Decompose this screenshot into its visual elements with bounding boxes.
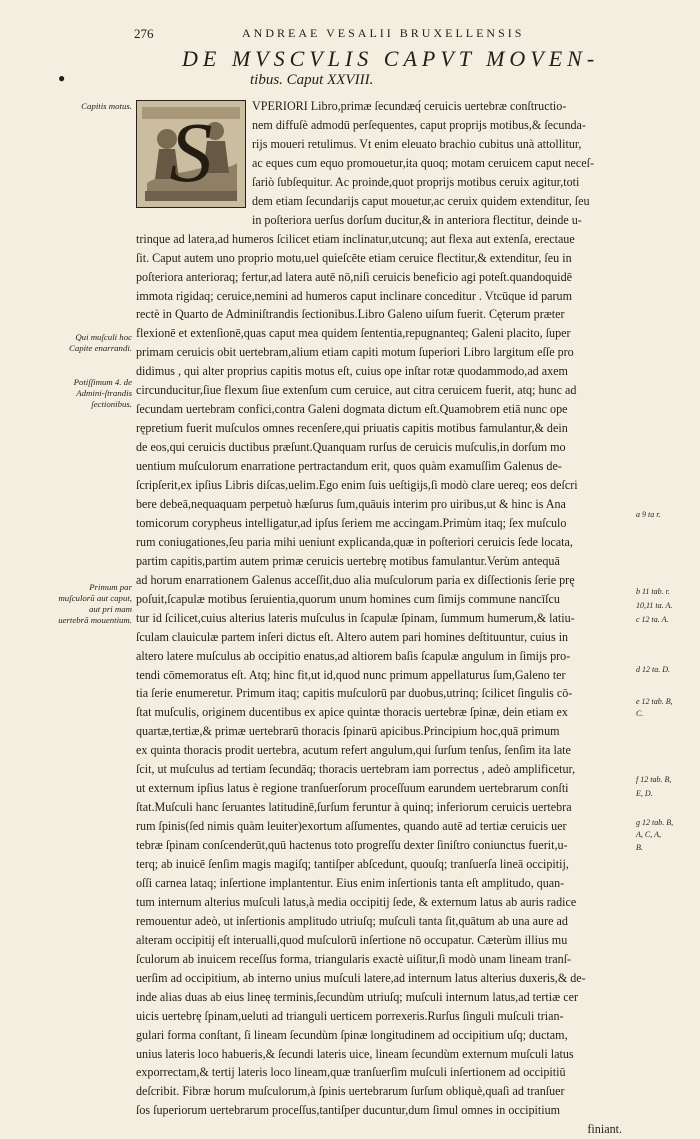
margin-note-right: a 9 ta r. (636, 510, 661, 519)
text-line: dem etiam ſecundarijs caput mouetur,ac ceruix quidem extenditur, ſeu (252, 193, 590, 208)
text-line: ſtat muſculis, originem ducentibus ex apice quintæ thoracis uertebræ ſpinæ, dein etiam ex (136, 705, 568, 720)
margin-bullet-mark: ● (58, 71, 66, 85)
text-line: rępretium fuerit muſculos omnes recenſere,qui priuatis capitis motibus famulantur,& dein (136, 421, 568, 436)
text-line: gulari forma conſtant, ſi lineam ſecundùm ſpinæ longitudinem ad occipitium uſq; ductam, (136, 1027, 568, 1042)
text-line: rum ſpinis(ſed nimis quàm leuiter)exortum aſſumentes, quando autē ad tertiæ ceruicis uer (136, 819, 567, 834)
margin-note-right: d 12 ta. D. (636, 665, 670, 674)
margin-note-right: E, D. (636, 789, 653, 798)
text-line: altero latere muſculus ab occipitio enatus,ad altiorem baſis ſcapulæ angulum in ſimijs pro- (136, 648, 571, 663)
text-line: tum internum alterius muſculi latus,à media occipitij ſede, & externum latus ab auris radice (136, 894, 577, 909)
text-line: didimus , qui alter proprius capitis motus eſt, cuius ope inſtar rotæ quodammodo,ad axem (136, 364, 568, 379)
text-line: ſariò ſubſequitur. Ac proinde,quot proprijs motibus ceruix agitur,toti (252, 174, 580, 189)
text-line: tur id ſcilicet,cuius alterius lateris muſculus in ſcapulæ ſpinam, ſummum humerum,& latiu- (136, 610, 575, 625)
margin-note-right: C. (636, 709, 644, 718)
text-line: rijs moueri retulimus. Vt enim eleuato brachio cubitus unà attollitur, (252, 136, 582, 151)
text-line: oſſi carnea lataq; inſertione implantentur. Eius enim inſertionis tanta eſt amplitudo, quan- (136, 875, 565, 890)
margin-note-right: A, C, A, (636, 830, 661, 839)
margin-note-right: 10,11 ta. A. (636, 601, 673, 610)
running-head: ANDREAE VESALII BRUXELLENSIS (242, 26, 525, 40)
text-line: nem diffuſè admodū perſequentes, caput proprijs motibus,& ſecunda- (252, 117, 586, 132)
text-line: ſculorum ab inuicem receſſus forma, triangularis exactè uiſitur,ſi modò unam lineam tranſ- (136, 951, 572, 966)
margin-note-right: e 12 tab. B, (636, 697, 673, 706)
text-line: uicis uertebrę ſpinam,ueluti ad trianguli uerticem porrexeris.Rurſus ſinguli muſculi trian- (136, 1008, 564, 1023)
margin-note-right: B. (636, 843, 643, 852)
text-line: ſit. Caput autem uno proprio motu,uel quieſcēte etiam ceruice flectitur,& extenditur, ſeu in (136, 250, 572, 265)
svg-text:S: S (169, 104, 213, 200)
text-line: ut externum ipſius latus è regione tranſuerſorum proceſſuum earundem uertebrarum conſti (136, 781, 569, 796)
text-line: inde alias duas ab eius lineę terminis,ſecundùm utriuſq; muſculi internum latus,ad tertiæ cer (136, 989, 578, 1004)
chapter-title: DE MVSCVLIS CAPVT MOVEN- (182, 46, 600, 71)
margin-note-right: g 12 tab. B, (636, 818, 674, 827)
woodcut-illustration-icon (137, 101, 245, 207)
text-line: quartæ,tertiæ,& primæ uertebrarū thoracis ſpinarū apicibus.Principium hoc,quā primum (136, 724, 560, 739)
text-line: ſcripſerit,ex ipſius Libris diſcas,uelim.Ego enim ſuis ueſtigijs,ſi modò clare uereq; eos deſcri (136, 478, 578, 492)
text-line: finiant. (587, 1122, 622, 1137)
page-number: 276 (134, 26, 154, 41)
text-line: tomicorum corypheus intelligatur,ad ipſus ſeriem me accingam.Primùm itaq; ſex muſculo (136, 515, 567, 530)
text-line: alteram occipitij eſt interualli,quod muſculorū inſertione nō occupatur. Cæterùm illius mu (136, 932, 568, 947)
text-line: ad horum enarrationem Galenus acceſſit,duo alia muſculorum paria ex diſſectionis ſerie prę (136, 572, 575, 587)
text-line: circunducitur,ſiue flexum ſiue extenſum cum ceruice, aut citra ceruicem fuerit, atq; hunc ad (136, 383, 577, 398)
text-line: ſculam clauiculæ partem inſeri dictus eſt. Altero autem pari homines deſtituuntur, cuius in (136, 629, 569, 644)
chapter-subtitle: tibus. Caput XXVIII. (250, 72, 374, 88)
text-line: uerſim ad occipitium, ab interno unius muſculi latere,ad internum latus alterius duxeris,& de- (136, 970, 586, 985)
text-line: deſcribit. Fibræ horum muſculorum,à ſpinis uertebrarum ſurſum obliquè,quaſi ad tranſuer (136, 1084, 565, 1099)
text-line: immota rigidaq; ceruice,nemini ad humeros caput inclinare conceditur . Vtcūque id parum (136, 288, 573, 303)
text-line: primam ceruicis obit uertebram,alium etiam capiti motum ſuperiori Libro largitum eſſe pro (136, 345, 574, 360)
text-line: tebræ ſpinam conſcenderūt,quū hactenus toto progreſſu dexter ſiniſtro coniunctus fuerit,u- (136, 838, 568, 853)
text-line: ex quinta thoracis prodit uertebra, acutum refert angulum,qui ſurſum tenſus, ſenſim ita late (136, 743, 571, 758)
margin-note-left: Capitis motus. (81, 101, 132, 111)
margin-note-left: Primum par muſculorū aut caput, aut pri mam uertebrā mouentium. (58, 582, 132, 625)
margin-note-left: Potiſſimum 4. de Admini-ſtrandis ſectionibus. (73, 377, 132, 409)
text-line: ſos ſuperiorum uertebrarum proceſſus,tantiſper ducuntur,dum ſimul omnes in occipitium (136, 1103, 561, 1118)
text-line: flexionē et extenſionē,quas caput mea quidem ſententia,repugnanteq; Galeni placito, ſuper (136, 326, 571, 341)
text-line: de eos,qui ceruicis ductibus præſunt.Quanquam rurſus de ceruicis muſculis,in dorſum mo (136, 440, 566, 455)
text-line: exporrectam,& tertij lateris loco lineam,quæ tranſuerſim muſculi inſertionem ad occipitiū (136, 1065, 566, 1080)
text-line: VPERIORI Libro,primæ ſecundæq́ ceruicis uertebræ conſtructio- (252, 99, 567, 113)
text-line: ſtat.Muſculi hanc ſeruantes latitudinē,ſurſum feruntur à quinq; inferiorum ceruicis uertebra (136, 800, 572, 815)
text-line: unius lateris loco habueris,& ſecundi lateris uice, lineam ſecundùm externum muſculi latus (136, 1046, 574, 1061)
text-line: poſuit,ſcapulæ motibus ſeruientia,quorum unum homines cum ſimijs commune nancīſcu (136, 591, 560, 606)
text-line: rum coniugationes,ſeu paria mihi ueniunt explicanda,quæ in poſteriori ceruicis ſede locata, (136, 534, 573, 549)
text-line: tendi cōmemoratus eſt. Atq; hinc fit,ut id,quod nunc primum appellaturus ſum,Galeno ter (136, 667, 566, 682)
text-line: ſecundam uertebram confici,contra Galeni dogmata dictum eſt.Quamobrem etiā nunc ope (136, 402, 568, 417)
text-line: poſteriora anterioraq; fertur,ad latera autē nō,niſi ceruicis beneficio agi poteſt.quandoquidē (136, 269, 573, 284)
margin-note-right: b 11 tab. r. (636, 587, 670, 596)
text-line: ſcit, ut muſculus ad tertiam ſecundāq; thoracis uertebram iam porrectus , adeò amplificetur, (136, 762, 576, 777)
margin-note-right: c 12 ta. A. (636, 615, 669, 624)
text-line: partim capitis,partim autem primæ ceruicis uertebrę motibus famulantur.Verùm antequā (136, 553, 560, 568)
text-line: tia ſerie enumeretur. Primum itaq; capitis muſculorū par duobus,utrinq; ſcilicet ſingulis cō- (136, 686, 573, 701)
text-line: trinque ad latera,ad humeros ſcilicet etiam inclinatur,utcunq; aut flexa aut extenſa, erectaue (136, 231, 575, 246)
text-line: uentium muſculorum enarratione pertractandum erit, quos quàm examuſſim Galenus de- (136, 459, 562, 474)
margin-note-right: f 12 tab. B, (636, 775, 672, 784)
text-line: remouentur adeò, ut inſertionis amplitudo utriuſq; muſculi tanta ſit,quātum ab una aure ad (136, 913, 568, 928)
margin-note-left: Qui muſculi hoc Capite enarrandi. (68, 332, 132, 353)
text-line: terq; ab inuicē ſenſim magis magiſq; tantiſper abſcedunt, quouſq; tranſuerſa lineā occipitij, (136, 857, 569, 871)
text-line: rectè in Quarto de Adminiſtrandis ſectionibus.Libro Galeno uiſum fuerit. Cęterum præter (136, 307, 565, 322)
text-line: in poſteriora uerſus dorſum ducitur,& in anteriora flectitur, deinde u- (252, 212, 582, 227)
text-line: bere debeā,nequaquam perpetuò hæſurus ſum,quāuis interim pro uiribus,ut & hinc is Ana (136, 496, 566, 511)
text-line: ac eques cum equo promouetur,ita quoq; motam ceruicem caput neceſ- (252, 155, 595, 170)
decorated-initial-s (136, 100, 246, 208)
